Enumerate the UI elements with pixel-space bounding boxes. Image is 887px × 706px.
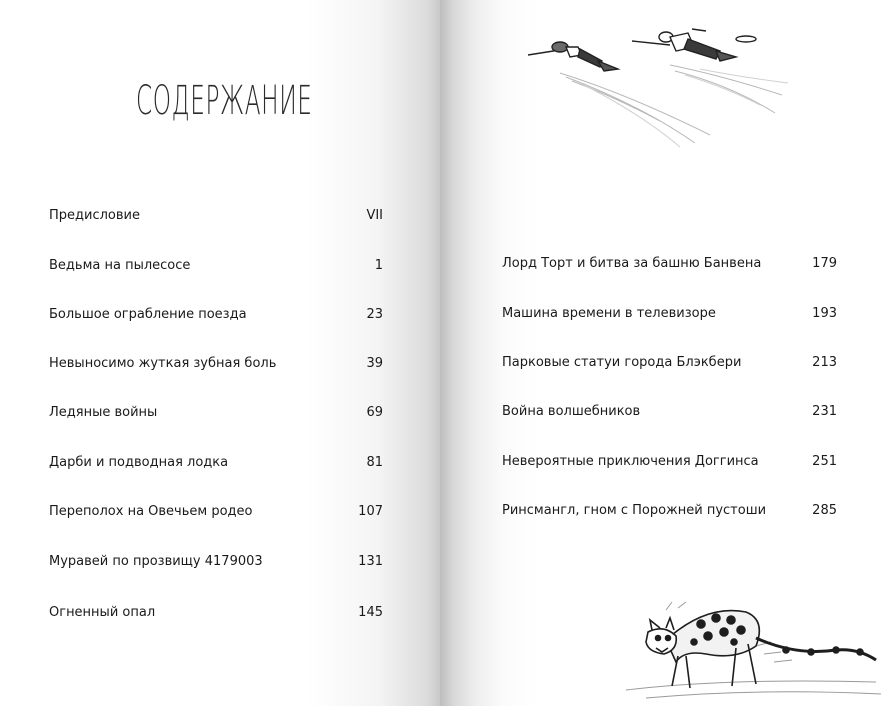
toc-entry-page: 39 bbox=[366, 356, 383, 371]
toc-entry-title: Ринсмангл, гном с Порожней пустоши bbox=[502, 503, 767, 518]
toc-entry-title: Огненный опал bbox=[49, 605, 156, 620]
toc-entry[interactable] bbox=[49, 504, 383, 524]
toc-entry-page: 23 bbox=[366, 307, 383, 322]
toc-entry-page: 131 bbox=[358, 554, 383, 569]
toc-entry-page: 179 bbox=[812, 256, 837, 271]
toc-entry-title: Ледяные войны bbox=[49, 405, 158, 420]
toc-entry[interactable] bbox=[502, 503, 837, 523]
toc-entry-page: 231 bbox=[812, 404, 837, 419]
toc-entry-page: 251 bbox=[812, 454, 837, 469]
toc-entry-title: Дарби и подводная лодка bbox=[49, 455, 229, 470]
toc-entry[interactable] bbox=[49, 605, 383, 625]
toc-entry[interactable] bbox=[502, 355, 837, 375]
toc-entry-page: 81 bbox=[366, 455, 383, 470]
toc-entry[interactable] bbox=[49, 307, 383, 327]
page-title: СОДЕРЖАНИЕ bbox=[136, 78, 313, 124]
toc-entry-title: Парковые статуи города Блэкбери bbox=[502, 355, 742, 370]
toc-entry-title: Машина времени в телевизоре bbox=[502, 306, 716, 321]
toc-entry-title: Большое ограбление поезда bbox=[49, 307, 247, 322]
toc-entry-title: Переполох на Овечьем родео bbox=[49, 504, 253, 519]
toc-entry-page: 145 bbox=[358, 605, 383, 620]
toc-entry-title: Война волшебников bbox=[502, 404, 641, 419]
toc-entry-title: Невероятные приключения Доггинса bbox=[502, 454, 759, 469]
toc-entry-page: 213 bbox=[812, 355, 837, 370]
toc-entry[interactable] bbox=[49, 356, 383, 376]
toc-entry-title: Предисловие bbox=[49, 208, 140, 223]
toc-entry[interactable] bbox=[502, 454, 837, 474]
flying-witches-drawing bbox=[520, 25, 790, 155]
toc-entry[interactable] bbox=[49, 405, 383, 425]
toc-entry[interactable] bbox=[502, 306, 837, 326]
toc-entry-page: 69 bbox=[366, 405, 383, 420]
toc-entry-page: VII bbox=[366, 208, 383, 223]
toc-entry-title: Невыносимо жуткая зубная боль bbox=[49, 356, 277, 371]
toc-entry[interactable] bbox=[49, 258, 383, 278]
toc-entry[interactable] bbox=[49, 455, 383, 475]
toc-entry-title: Ведьма на пылесосе bbox=[49, 258, 191, 273]
toc-entry-page: 285 bbox=[812, 503, 837, 518]
toc-entry[interactable] bbox=[502, 256, 837, 276]
toc-entry-title: Лорд Торт и битва за башню Банвена bbox=[502, 256, 762, 271]
toc-entry-page: 193 bbox=[812, 306, 837, 321]
toc-entry-page: 107 bbox=[358, 504, 383, 519]
cat-drawing bbox=[606, 590, 887, 706]
toc-entry-page: 1 bbox=[374, 258, 383, 273]
toc-entry[interactable] bbox=[49, 554, 383, 574]
toc-entry-title: Муравей по прозвищу 4179003 bbox=[49, 554, 263, 569]
left-page bbox=[0, 0, 440, 706]
toc-entry[interactable] bbox=[502, 404, 837, 424]
toc-entry[interactable] bbox=[49, 208, 383, 228]
